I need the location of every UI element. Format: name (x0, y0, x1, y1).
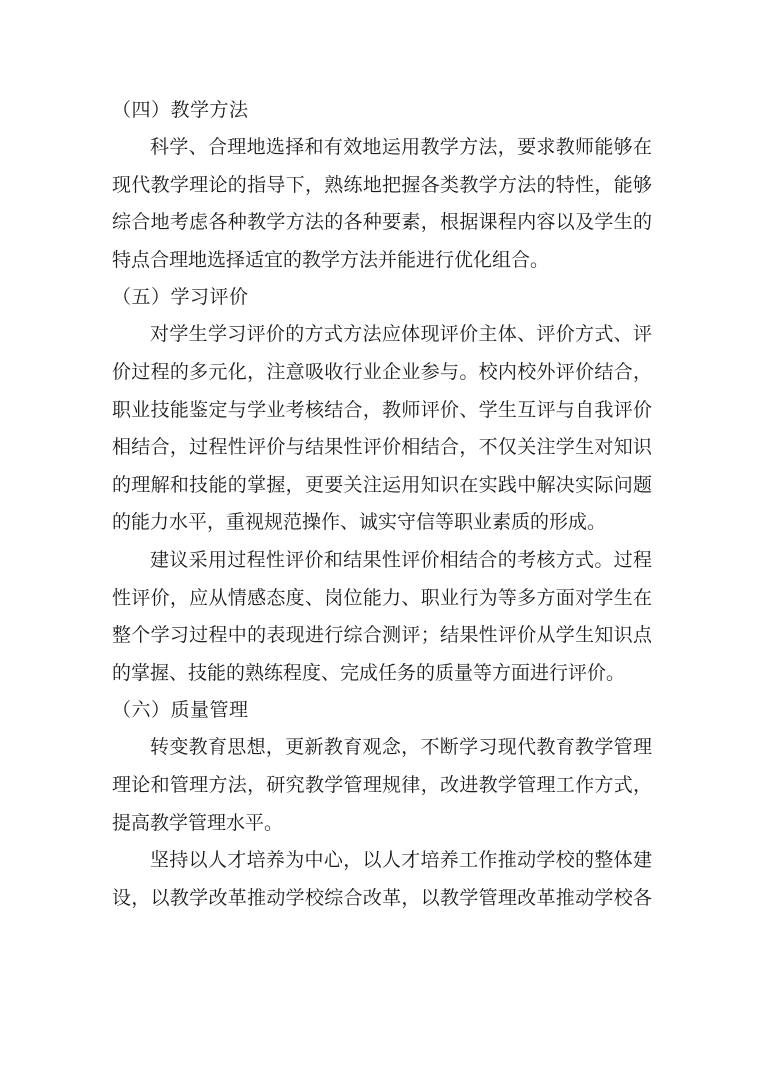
paragraph-learning-evaluation (112, 316, 652, 542)
document-body (112, 92, 652, 917)
section-heading-6: （六）质量管理 (112, 699, 249, 722)
paragraph-assessment-method (112, 542, 652, 692)
text-line: 理论和管理方法，研究教学管理规律，改进教学管理工作方式， (112, 773, 652, 796)
text-line: 现代教学理论的指导下，熟练地把握各类教学方法的特性，能够 (112, 173, 652, 196)
text-line: 整个学习过程中的表现进行综合测评；结果性评价从学生知识点 (112, 624, 652, 647)
text-line: 职业技能鉴定与学业考核结合，教师评价、学生互评与自我评价 (112, 398, 652, 421)
text-line: 建议采用过程性评价和结果性评价相结合的考核方式。过程 (150, 548, 652, 571)
text-line: 特点合理地选择适宜的教学方法并能进行优化组合。 (112, 248, 550, 271)
text-line: 科学、合理地选择和有效地运用教学方法，要求教师能够在 (150, 136, 652, 158)
paragraph-quality-management (112, 729, 652, 842)
text-line: 的理解和技能的掌握，更要关注运用知识在实践中解决实际问题 (112, 473, 652, 496)
text-line: 提高教学管理水平。 (112, 811, 284, 834)
text-line: 坚持以人才培养为中心，以人才培养工作推动学校的整体建 (150, 849, 652, 872)
text-line: 设，以教学改革推动学校综合改革，以教学管理改革推动学校各 (112, 886, 652, 909)
text-line: 对学生学习评价的方式方法应体现评价主体、评价方式、评 (150, 323, 652, 346)
text-line: 综合地考虑各种教学方法的各种要素，根据课程内容以及学生的 (112, 211, 652, 234)
text-line: 的掌握、技能的熟练程度、完成任务的质量等方面进行评价。 (112, 661, 626, 684)
text-line: 的能力水平，重视规范操作、诚实守信等职业素质的形成。 (112, 511, 607, 534)
section-heading-4: （四）教学方法 (112, 99, 249, 121)
text-line: 价过程的多元化，注意吸收行业企业参与。校内校外评价结合， (112, 360, 652, 383)
paragraph-teaching-methods (112, 129, 652, 279)
section-heading-5: （五）学习评价 (112, 286, 249, 309)
text-line: 转变教育思想，更新教育观念，不断学习现代教育教学管理 (150, 736, 652, 759)
paragraph-talent-cultivation (112, 842, 652, 917)
text-line: 相结合，过程性评价与结果性评价相结合，不仅关注学生对知识 (112, 436, 652, 459)
text-line: 性评价，应从情感态度、岗位能力、职业行为等多方面对学生在 (112, 586, 652, 609)
